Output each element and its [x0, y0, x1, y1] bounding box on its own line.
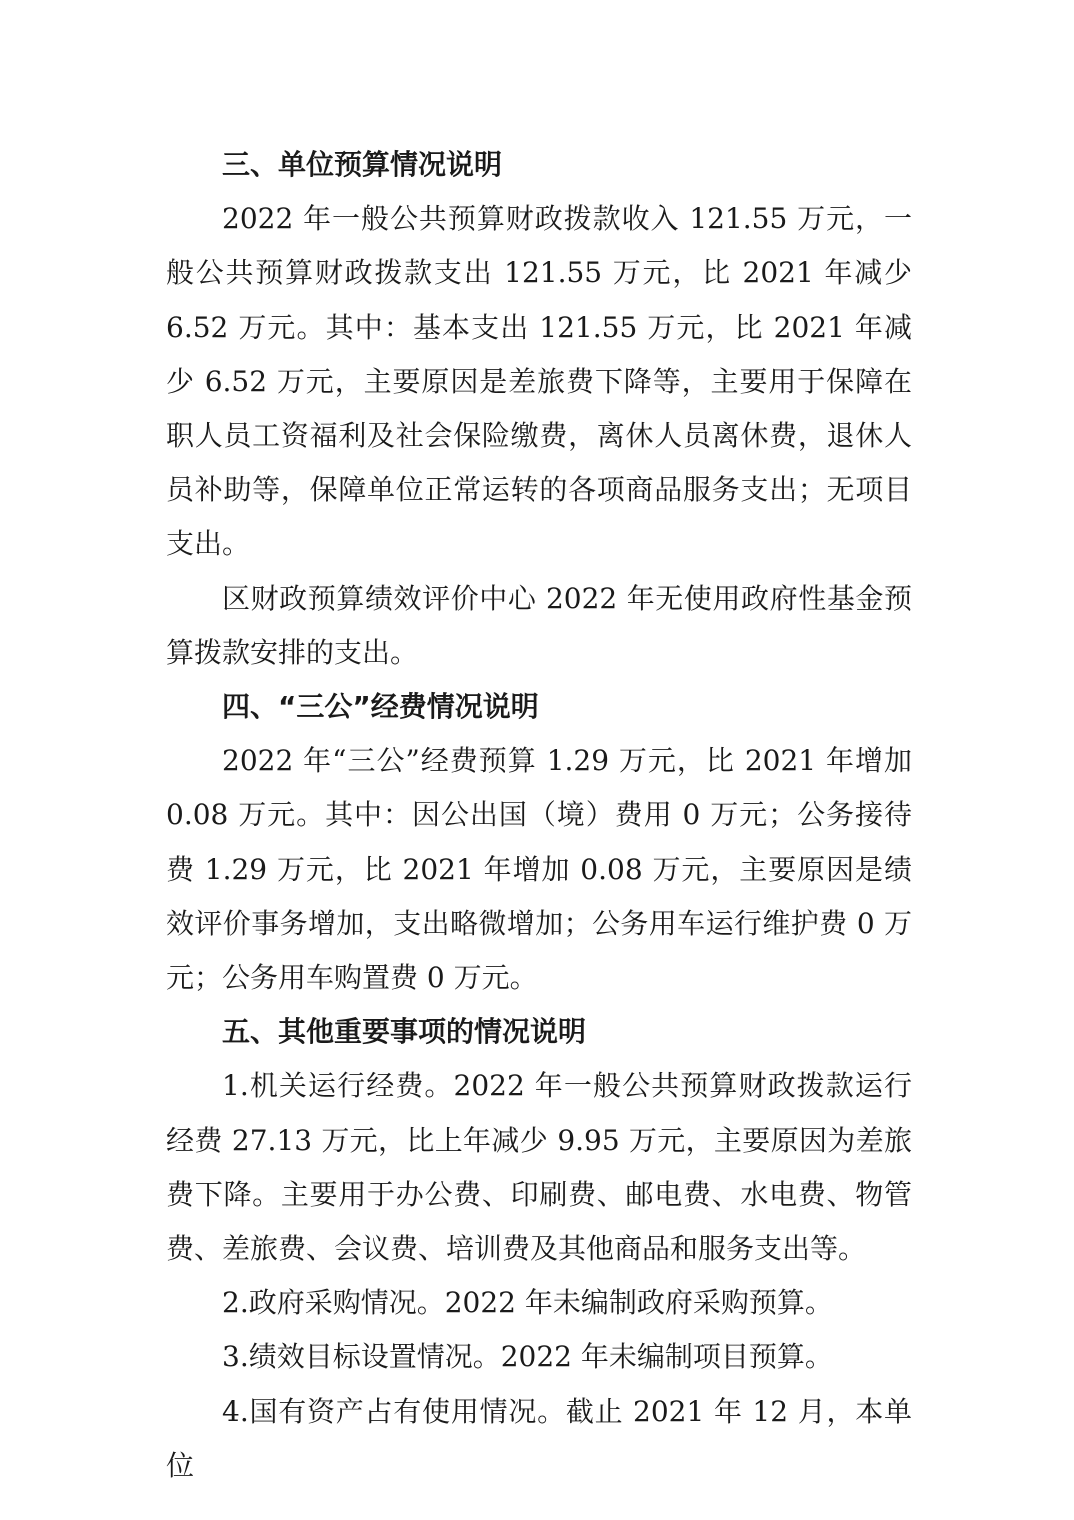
section-heading-unit-budget: 三、单位预算情况说明 — [222, 148, 503, 181]
paragraph-three-public-expenses: 2022 年“三公”经费预算 1.29 万元，比 2021 年增加 0.08 万元。其中：因公出国（境）费用 0 万元；公务接待费 1.29 万元，比 2021 年增加 0.08 万元，主要原因是绩效评价事务增加，支出略微增加；公务用车运行维护费 0 万元；公务用车购置费 0 万元。 — [166, 744, 912, 995]
section-heading-three-public-expenses: 四、“三公”经费情况说明 — [222, 690, 539, 724]
paragraph-government-fund: 区财政预算绩效评价中心 2022 年无使用政府性基金预算拨款安排的支出。 — [166, 581, 912, 669]
section-three-public-expenses — [166, 680, 912, 1005]
document-page — [166, 138, 912, 1493]
list-item-performance-targets: 3.绩效目标设置情况。2022 年未编制项目预算。 — [222, 1340, 833, 1374]
section-heading-other-matters: 五、其他重要事项的情况说明 — [222, 1015, 587, 1049]
list-item-state-assets: 4.国有资产占有使用情况。截止 2021 年 12 月，本单位 — [166, 1394, 912, 1482]
section-other-matters — [166, 1005, 912, 1493]
list-item-operating-expenses: 1.机关运行经费。2022 年一般公共预算财政拨款运行经费 27.13 万元，比上年减少 9.95 万元，主要原因为差旅费下降。主要用于办公费、印刷费、邮电费、水电费、物管费、差旅费、会议费、培训费及其他商品和服务支出等。 — [166, 1069, 912, 1266]
section-unit-budget — [166, 138, 912, 680]
list-item-government-procurement: 2.政府采购情况。2022 年未编制政府采购预算。 — [222, 1286, 833, 1320]
paragraph-general-budget: 2022 年一般公共预算财政拨款收入 121.55 万元，一般公共预算财政拨款支出 121.55 万元，比 2021 年减少 6.52 万元。其中：基本支出 121.55 万元，比 2021 年减少 6.52 万元，主要原因是差旅费下降等，主要用于保障在职人员工资福利及社会保险缴费，离休人员离休费，退休人员补助等，保障单位正常运转的各项商品服务支出；无项目支出。 — [166, 202, 912, 561]
